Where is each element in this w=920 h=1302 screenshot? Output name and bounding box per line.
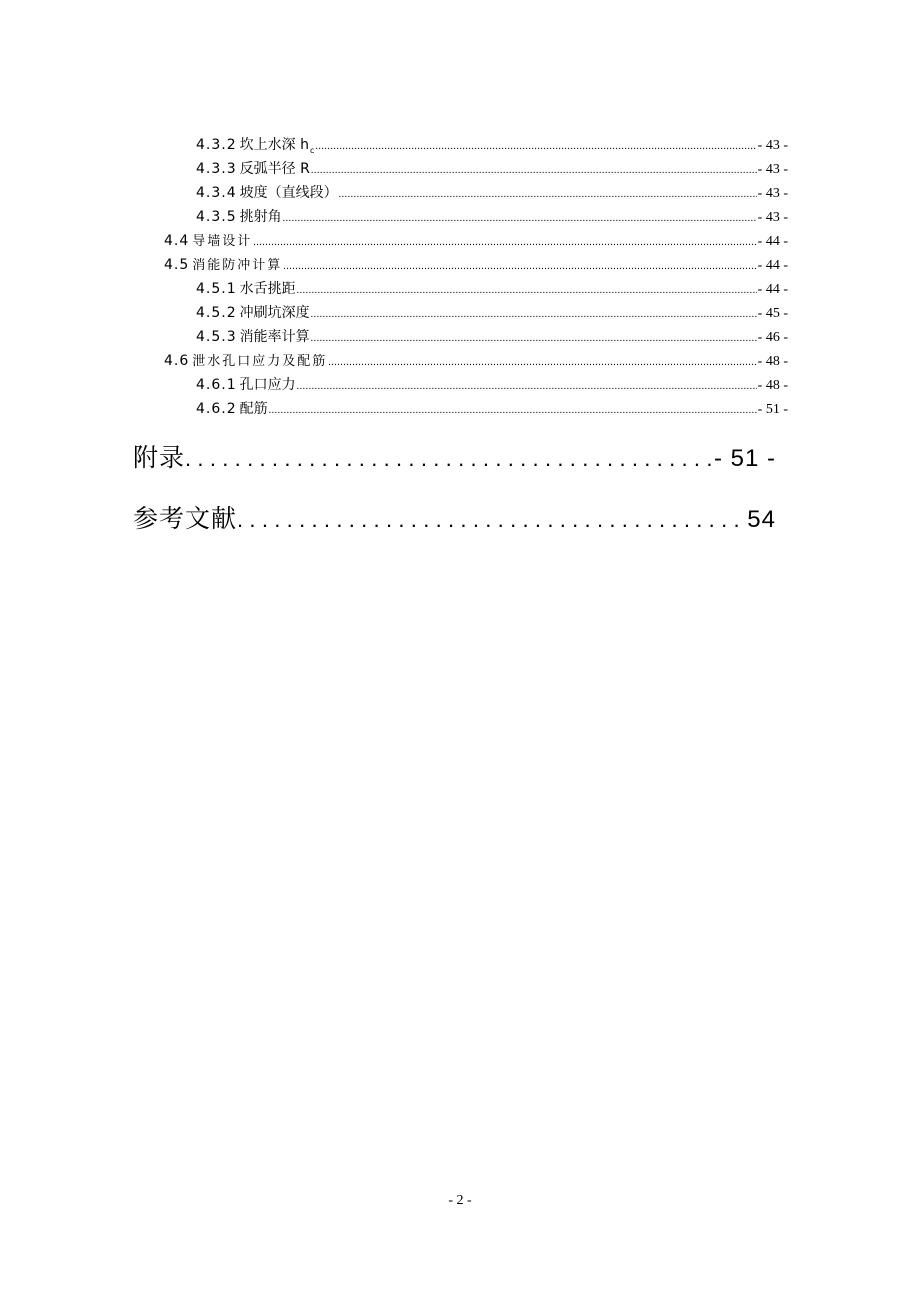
toc-entry-page: - 43 -	[757, 138, 788, 153]
toc-entry-4-5-3[interactable]	[196, 328, 788, 346]
toc-entry-title: 消能率计算	[239, 329, 310, 345]
dot-leader	[315, 138, 756, 156]
toc-entry-page: - 43 -	[757, 162, 788, 177]
toc-entry-page: - 51 -	[757, 402, 788, 417]
toc-entry-number: 4.3.4	[196, 185, 237, 201]
toc-entry-number: 4.5.3	[196, 329, 237, 345]
toc-entry-page: - 44 -	[757, 234, 788, 249]
dot-leader	[311, 330, 757, 348]
toc-entry-title: 配筋	[239, 401, 268, 417]
toc-entry-number: 4.5	[164, 257, 190, 273]
toc-entry-title: 泄水孔口应力及配筋	[192, 354, 328, 369]
toc-entry-page: - 45 -	[757, 306, 788, 321]
toc-entry-number: 4.3.3	[196, 161, 237, 177]
toc-entry-page: - 43 -	[757, 210, 788, 225]
dot-leader	[237, 504, 747, 536]
toc-entry-page: - 51 -	[713, 445, 776, 472]
toc-entry-title: 坎上水深 $h_c$	[239, 137, 315, 155]
toc-entry-title: 孔口应力	[239, 377, 296, 393]
dot-leader	[311, 162, 757, 180]
toc-entry-page: - 48 -	[757, 354, 788, 369]
toc-entry-4-3-5[interactable]	[196, 208, 788, 226]
dot-leader	[311, 306, 757, 324]
dot-leader	[297, 282, 757, 300]
toc-entry-4-3-4[interactable]	[196, 184, 788, 202]
toc-entry-title: 水舌挑距	[239, 281, 296, 297]
dot-leader	[339, 186, 757, 204]
toc-entry-page: - 48 -	[757, 378, 788, 393]
toc-entry-page: - 44 -	[757, 282, 788, 297]
toc-entry-title: 反弧半径 R	[239, 161, 310, 177]
toc-entry-appendix[interactable]	[133, 442, 776, 474]
dot-leader	[328, 354, 756, 372]
toc-entry-title: 挑射角	[239, 209, 282, 225]
toc-entry-4-6-2[interactable]	[196, 400, 788, 418]
toc-entry-page: - 43 -	[757, 186, 788, 201]
page-number-footer: - 2 -	[448, 1193, 472, 1208]
toc-entry-4-3-2[interactable]	[196, 136, 788, 154]
toc-entry-4-6-1[interactable]	[196, 376, 788, 394]
toc-entry-title: 附录	[133, 443, 186, 472]
toc-entry-references[interactable]	[133, 503, 776, 535]
toc-entry-number: 4.3.2	[196, 137, 237, 153]
toc-entry-title: 导墙设计	[192, 234, 253, 249]
dot-leader	[185, 443, 714, 475]
dot-leader	[297, 378, 757, 396]
toc-entry-number: 4.6	[164, 353, 190, 369]
toc-entry-4-4[interactable]	[164, 232, 788, 250]
dot-leader	[269, 402, 757, 420]
toc-entry-number: 4.6.1	[196, 377, 237, 393]
toc-entry-number: 4.6.2	[196, 401, 237, 417]
toc-entry-4-3-3[interactable]	[196, 160, 788, 178]
toc-entry-page: 54	[747, 506, 776, 533]
dot-leader	[283, 210, 757, 228]
toc-entry-title: 参考文献	[133, 504, 238, 533]
toc-entry-title: 消能防冲计算	[192, 258, 283, 273]
toc-entry-number: 4.5.1	[196, 281, 237, 297]
toc-entry-number: 4.5.2	[196, 305, 237, 321]
toc-entry-number: 4.4	[164, 233, 190, 249]
toc-entry-4-5[interactable]	[164, 256, 788, 274]
toc-entry-4-6[interactable]	[164, 352, 788, 370]
dot-leader	[283, 258, 756, 276]
toc-entry-page: - 46 -	[757, 330, 788, 345]
toc-entry-4-5-1[interactable]	[196, 280, 788, 298]
dot-leader	[253, 234, 756, 252]
toc-entry-page: - 44 -	[757, 258, 788, 273]
toc-entry-number: 4.3.5	[196, 209, 237, 225]
subscript-c: c	[309, 145, 315, 155]
toc-entry-title: 坡度（直线段）	[239, 185, 338, 201]
toc-entry-title: 冲刷坑深度	[239, 305, 310, 321]
toc-entry-4-5-2[interactable]	[196, 304, 788, 322]
